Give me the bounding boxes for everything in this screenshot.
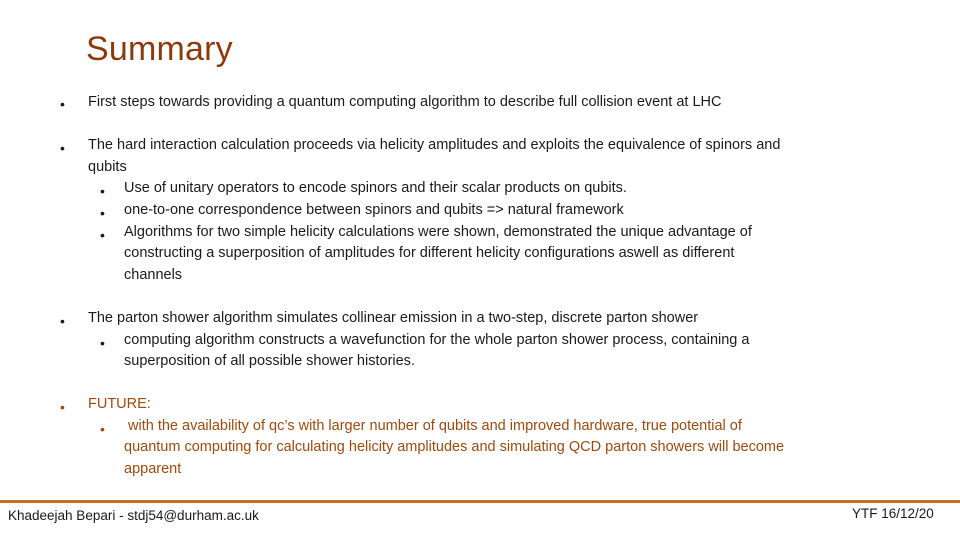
bullet-2-1-text: Use of unitary operators to encode spinors and their scalar products on qubits. <box>124 180 627 196</box>
footer-author: Khadeejah Bepari - stdj54@durham.ac.uk <box>8 508 259 523</box>
bullet-2-text-line1: The hard interaction calculation proceeds via helicity amplitudes and exploits the equivalence of spinors and <box>88 137 781 153</box>
bullet-2-3-text-line1: Algorithms for two simple helicity calculations were shown, demonstrated the unique advantage of <box>124 224 752 240</box>
bullet-4-marker: • <box>60 399 65 415</box>
bullet-1-marker: • <box>60 96 65 112</box>
bullet-2-3-marker: • <box>100 227 105 243</box>
bullet-2-3-text-line2: constructing a superposition of amplitudes for different helicity configurations aswell as different <box>124 245 735 261</box>
bullet-2-text-line2: qubits <box>88 159 127 175</box>
bullet-2-1-marker: • <box>100 183 105 199</box>
bullet-4-1-text-line2: quantum computing for calculating helicity amplitudes and simulating QCD parton showers will become <box>124 439 785 455</box>
bullet-2-marker: • <box>60 140 65 156</box>
slide-title: Summary <box>86 30 233 68</box>
bullet-3-1-text-line1: computing algorithm constructs a wavefunction for the whole parton shower process, containing a <box>124 332 750 348</box>
footer-rule <box>0 500 960 503</box>
bullet-3-1-marker: • <box>100 335 105 351</box>
bullet-3-1-text-line2: superposition of all possible shower histories. <box>124 353 415 369</box>
bullet-4-1-marker: • <box>100 421 105 437</box>
bullet-1-text: First steps towards providing a quantum computing algorithm to describe full collision event at LHC <box>88 94 722 110</box>
bullet-4-1-text-line1: with the availability of qc’s with larger number of qubits and improved hardware, true potential of <box>128 418 742 434</box>
bullet-3-text: The parton shower algorithm simulates collinear emission in a two-step, discrete parton shower <box>88 310 699 326</box>
bullet-3-marker: • <box>60 313 65 329</box>
footer-event: YTF 16/12/20 <box>852 506 934 521</box>
bullet-4-text: FUTURE: <box>88 396 151 412</box>
bullet-2-3-text-line3: channels <box>124 267 183 283</box>
bullet-2-2-text: one-to-one correspondence between spinors and qubits => natural framework <box>124 202 624 218</box>
bullet-2-2-marker: • <box>100 205 105 221</box>
bullet-4-1-text-line3: apparent <box>124 461 182 477</box>
